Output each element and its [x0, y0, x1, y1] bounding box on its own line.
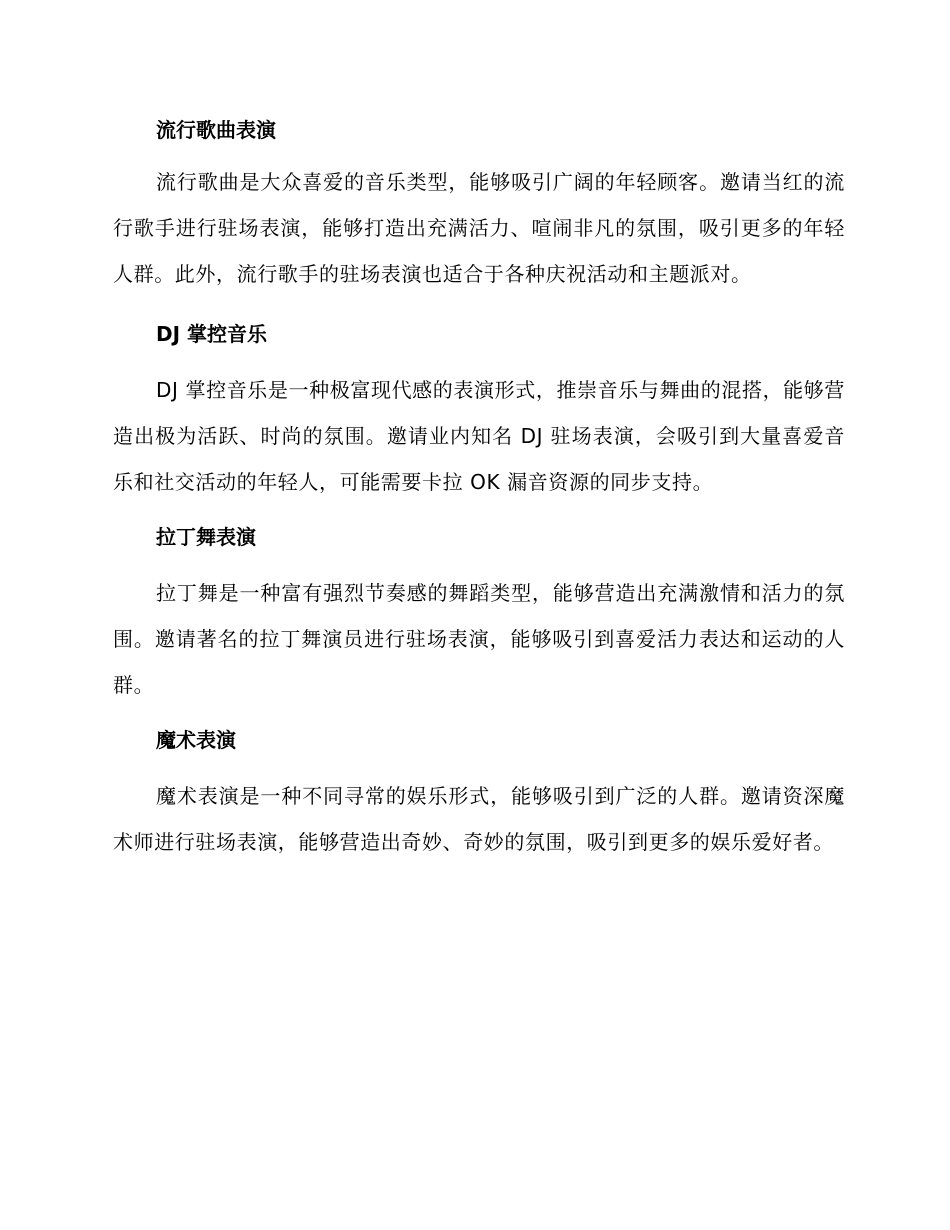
section-body-latin-dance: 拉丁舞是一种富有强烈节奏感的舞蹈类型，能够营造出充满激情和活力的氛围。邀请著名的拉丁舞演员进行驻场表演，能够吸引到喜爱活力表达和运动的人群。: [113, 581, 845, 697]
document-page: [113, 104, 845, 865]
section-heading-dj: DJ 掌控音乐: [156, 322, 268, 346]
section-body-magic: 魔术表演是一种不同寻常的娱乐形式，能够吸引到广泛的人群。邀请资深魔术师进行驻场表演，能够营造出奇妙、奇妙的氛围，吸引到更多的娱乐爱好者。: [113, 784, 845, 854]
section-body-dj: DJ 掌控音乐是一种极富现代感的表演形式，推崇音乐与舞曲的混搭，能够营造出极为活跃、时尚的氛围。邀请业内知名 DJ 驻场表演，会吸引到大量喜爱音乐和社交活动的年轻人，可能需要卡拉 OK 漏音资源的同步支持。: [113, 378, 845, 494]
section-heading-magic: 魔术表演: [156, 728, 236, 752]
section-body-pop-songs: 流行歌曲是大众喜爱的音乐类型，能够吸引广阔的年轻顾客。邀请当红的流行歌手进行驻场表演，能够打造出充满活力、喧闹非凡的氛围，吸引更多的年轻人群。此外，流行歌手的驻场表演也适合于各种庆祝活动和主题派对。: [113, 170, 845, 286]
section-heading-pop-songs: 流行歌曲表演: [156, 118, 276, 142]
section-heading-latin-dance: 拉丁舞表演: [156, 525, 256, 549]
